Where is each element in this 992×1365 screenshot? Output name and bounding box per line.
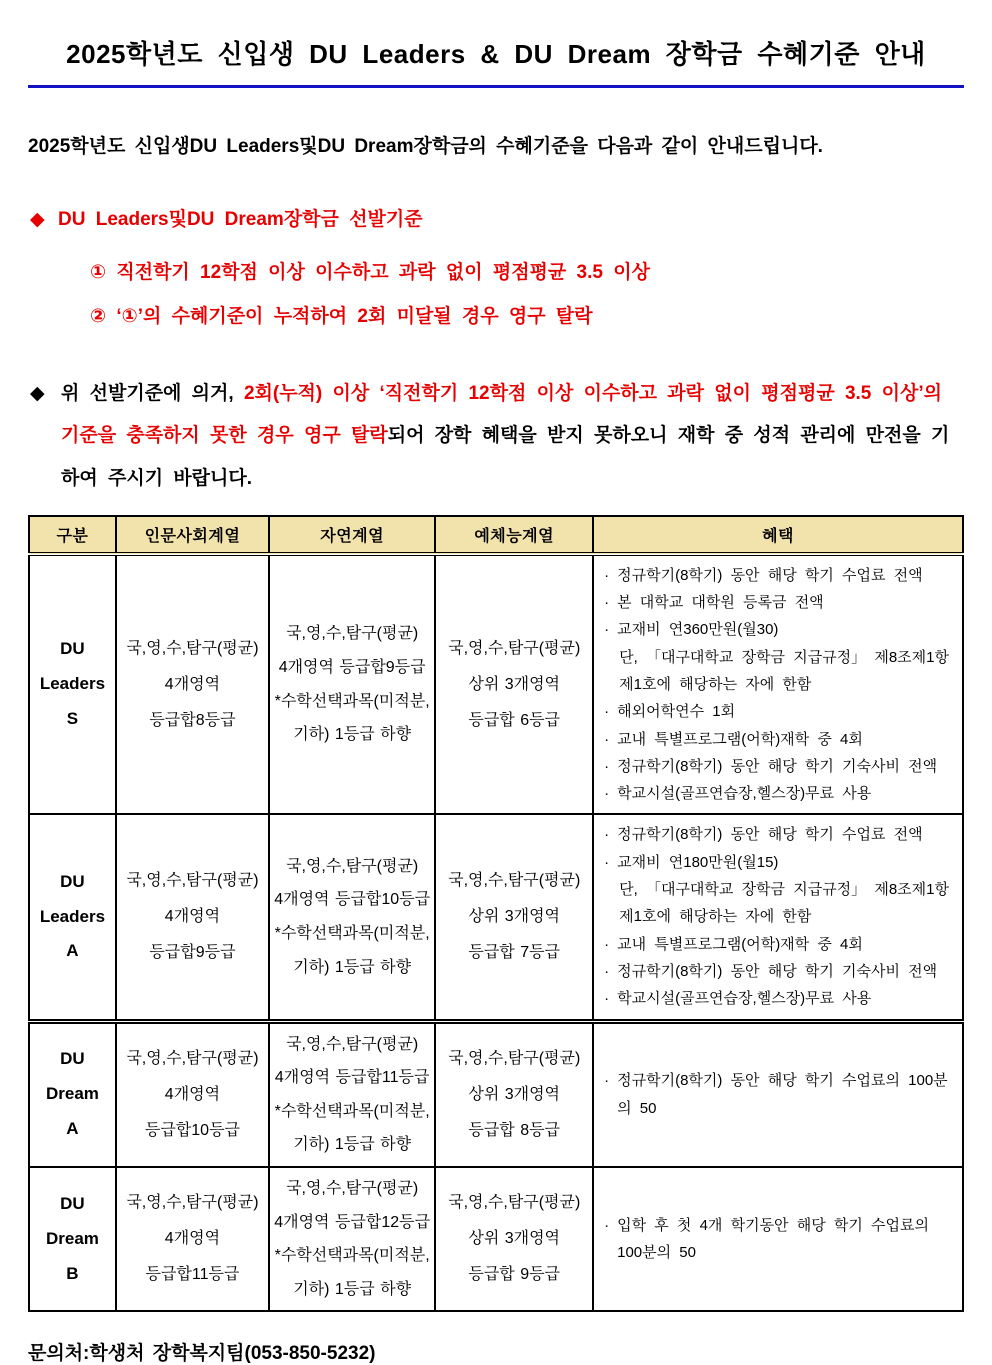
benefit-text: 정규학기(8학기) 동안 해당 학기 수업료 전액 bbox=[617, 566, 923, 584]
criteria-line: 등급합 8등급 bbox=[468, 1121, 561, 1139]
criteria-line: 등급합8등급 bbox=[149, 711, 236, 729]
criteria-line: 기하) 1등급 하향 bbox=[293, 1136, 412, 1154]
selection-criteria-heading-text: DU Leaders및DU Dream장학금 선발기준 bbox=[58, 208, 423, 230]
criteria-line: 4개영역 bbox=[164, 1230, 221, 1248]
criteria-line: 국,영,수,탐구(평균) bbox=[126, 1194, 259, 1212]
benefit-text: 학교시설(골프연습장,헬스장)무료 사용 bbox=[617, 990, 872, 1008]
benefit-bullet-icon: · bbox=[604, 990, 610, 1008]
criteria-line: 국,영,수,탐구(평균) bbox=[448, 1049, 581, 1067]
benefit-line bbox=[602, 849, 954, 876]
criteria-line: 국,영,수,탐구(평균) bbox=[286, 1035, 419, 1053]
criteria-line: 국,영,수,탐구(평균) bbox=[126, 872, 259, 890]
criteria-line: *수학선택과목(미적분, bbox=[274, 925, 430, 943]
notice-suffix: 되어 장학 혜택을 받지 못하오니 재학 중 성적 관리에 만전을 기하여 주시기 바랍니다. bbox=[61, 425, 950, 490]
humanities-criteria-cell bbox=[116, 1167, 269, 1311]
benefit-bullet-icon: · bbox=[604, 730, 610, 748]
intro-paragraph: 2025학년도 신입생DU Leaders및DU Dream장학금의 수혜기준을 다음과 같이 안내드립니다. bbox=[28, 136, 823, 157]
scholarship-name-line: Dream bbox=[45, 1228, 99, 1248]
criteria-line: 국,영,수,탐구(평균) bbox=[286, 625, 419, 643]
criteria-line: 상위 3개영역 bbox=[468, 1230, 561, 1248]
benefit-bullet-icon: · bbox=[604, 566, 610, 584]
criteria-line: 기하) 1등급 하향 bbox=[293, 726, 412, 744]
benefit-text: 본 대학교 대학원 등록금 전액 bbox=[617, 594, 824, 612]
benefit-text: 해외어학연수 1회 bbox=[617, 703, 736, 721]
notice-prefix: 위 선발기준에 의거, bbox=[61, 382, 244, 404]
scholarship-name-cell bbox=[29, 814, 116, 1021]
scholarship-name-cell bbox=[29, 1167, 116, 1311]
criteria-line: *수학선택과목(미적분, bbox=[274, 692, 430, 710]
benefit-line bbox=[602, 931, 954, 958]
benefit-bullet-icon: · bbox=[604, 785, 610, 803]
criteria-line: 4개영역 bbox=[164, 1085, 221, 1103]
benefit-line bbox=[602, 1067, 954, 1122]
natural-sciences-criteria-cell bbox=[269, 814, 435, 1021]
table-row bbox=[29, 814, 963, 1021]
criteria-line: 국,영,수,탐구(평균) bbox=[286, 857, 419, 875]
benefit-bullet-icon: · bbox=[604, 826, 610, 844]
selection-criteria-list bbox=[90, 251, 964, 338]
scholarship-name-line: Leaders bbox=[39, 674, 106, 694]
diamond-bullet-icon: ◆ bbox=[30, 208, 45, 230]
contact-info: 문의처:학생처 장학복지팀(053-850-5232) bbox=[28, 1343, 376, 1365]
benefit-line bbox=[602, 726, 954, 753]
natural-sciences-criteria-cell bbox=[269, 1167, 435, 1311]
title-underline bbox=[28, 85, 964, 88]
benefit-text: 교내 특별프로그램(어학)재학 중 4회 bbox=[617, 935, 863, 953]
benefit-line bbox=[602, 698, 954, 725]
scholarship-name-line: DU bbox=[60, 1049, 85, 1069]
arts-sports-criteria-cell bbox=[435, 554, 593, 815]
criteria-line: 4개영역 등급합12등급 bbox=[274, 1213, 431, 1231]
criteria-line: 등급합 6등급 bbox=[468, 711, 561, 729]
criteria-line: 상위 3개영역 bbox=[468, 1085, 561, 1103]
criteria-table bbox=[28, 515, 964, 1313]
criteria-line: 국,영,수,탐구(평균) bbox=[448, 872, 581, 890]
humanities-criteria-cell bbox=[116, 554, 269, 815]
criteria-line: 기하) 1등급 하향 bbox=[293, 958, 412, 976]
scholarship-name-line: S bbox=[66, 709, 79, 729]
benefit-text: 입학 후 첫 4개 학기동안 해당 학기 수업료의 100분의 50 bbox=[617, 1216, 929, 1262]
criteria-line: 4개영역 bbox=[164, 675, 221, 693]
humanities-criteria-cell bbox=[116, 814, 269, 1021]
benefit-line bbox=[602, 589, 954, 616]
scholarship-name-cell bbox=[29, 554, 116, 815]
criteria-line: 등급합9등급 bbox=[149, 944, 236, 962]
benefit-text: 교재비 연360만원(월30) bbox=[617, 621, 779, 639]
humanities-criteria-cell bbox=[116, 1021, 269, 1167]
benefit-bullet-icon: · bbox=[604, 1216, 610, 1234]
criteria-line: *수학선택과목(미적분, bbox=[274, 1102, 430, 1120]
criteria-line: 국,영,수,탐구(평균) bbox=[448, 639, 581, 657]
arts-sports-criteria-cell bbox=[435, 1167, 593, 1311]
benefit-line bbox=[602, 876, 954, 931]
benefits-cell bbox=[593, 814, 963, 1021]
column-header: 예체능계열 bbox=[435, 516, 593, 554]
criteria-line: 4개영역 bbox=[164, 908, 221, 926]
column-header: 자연계열 bbox=[269, 516, 435, 554]
scholarship-name-cell bbox=[29, 1021, 116, 1167]
benefit-line bbox=[602, 958, 954, 985]
criteria-line: 4개영역 등급합9등급 bbox=[278, 659, 426, 677]
column-header: 인문사회계열 bbox=[116, 516, 269, 554]
criteria-line: 국,영,수,탐구(평균) bbox=[126, 639, 259, 657]
arts-sports-criteria-cell bbox=[435, 814, 593, 1021]
scholarship-name-line: Dream bbox=[45, 1084, 99, 1104]
benefit-text: 정규학기(8학기) 동안 해당 학기 기숙사비 전액 bbox=[617, 962, 938, 980]
selection-criteria-heading bbox=[28, 207, 964, 234]
benefit-line bbox=[602, 985, 954, 1012]
benefit-bullet-icon: · bbox=[604, 594, 610, 612]
benefit-bullet-icon: · bbox=[604, 703, 610, 721]
arts-sports-criteria-cell bbox=[435, 1021, 593, 1167]
benefit-line bbox=[602, 562, 954, 589]
selection-criteria-item-1: ① 직전학기 12학점 이상 이수하고 과락 없이 평점평균 3.5 이상 bbox=[90, 262, 650, 284]
table-row bbox=[29, 1167, 963, 1311]
benefit-line bbox=[602, 821, 954, 848]
benefit-text: 단, 「대구대학교 장학금 지급규정」 제8조제1항제1호에 해당하는 자에 한함 bbox=[619, 648, 949, 693]
criteria-line: 국,영,수,탐구(평균) bbox=[448, 1194, 581, 1212]
benefit-line bbox=[602, 753, 954, 780]
criteria-line: 상위 3개영역 bbox=[468, 675, 561, 693]
scholarship-name-line: DU bbox=[60, 1193, 85, 1213]
benefit-text: 정규학기(8학기) 동안 해당 학기 수업료 전액 bbox=[617, 826, 923, 844]
selection-criteria-item-2: ② ‘①’의 수혜기준이 누적하여 2회 미달될 경우 영구 탈락 bbox=[90, 305, 593, 327]
benefit-bullet-icon: · bbox=[604, 757, 610, 775]
scholarship-name-line: DU bbox=[60, 871, 85, 891]
scholarship-name-line: DU bbox=[60, 639, 85, 659]
criteria-line: 국,영,수,탐구(평균) bbox=[286, 1179, 419, 1197]
benefit-text: 교내 특별프로그램(어학)재학 중 4회 bbox=[617, 730, 863, 748]
natural-sciences-criteria-cell bbox=[269, 1021, 435, 1167]
selection-criteria-section bbox=[28, 207, 964, 339]
column-header: 구분 bbox=[29, 516, 116, 554]
page-title: 2025학년도 신입생 DU Leaders & DU Dream 장학금 수혜기준 안내 bbox=[66, 39, 926, 69]
criteria-line: 국,영,수,탐구(평균) bbox=[126, 1049, 259, 1067]
criteria-line: 등급합 9등급 bbox=[468, 1266, 561, 1284]
benefit-line bbox=[602, 644, 954, 699]
notice-paragraph bbox=[28, 373, 964, 501]
natural-sciences-criteria-cell bbox=[269, 554, 435, 815]
table-header-row bbox=[29, 516, 963, 554]
scholarship-name-line: A bbox=[66, 1119, 79, 1139]
criteria-line: *수학선택과목(미적분, bbox=[274, 1247, 430, 1265]
criteria-line: 등급합 7등급 bbox=[468, 944, 561, 962]
criteria-line: 상위 3개영역 bbox=[468, 908, 561, 926]
criteria-line: 4개영역 등급합11등급 bbox=[274, 1069, 430, 1087]
criteria-table-body bbox=[29, 554, 963, 1312]
scholarship-name-line: Leaders bbox=[39, 906, 106, 926]
diamond-bullet-icon: ◆ bbox=[30, 382, 45, 404]
benefits-cell bbox=[593, 554, 963, 815]
table-row bbox=[29, 1021, 963, 1167]
benefit-text: 교재비 연180만원(월15) bbox=[617, 853, 779, 871]
criteria-line: 등급합10등급 bbox=[144, 1121, 240, 1139]
criteria-line: 기하) 1등급 하향 bbox=[293, 1280, 412, 1298]
benefit-text: 단, 「대구대학교 장학금 지급규정」 제8조제1항제1호에 해당하는 자에 한함 bbox=[619, 881, 949, 926]
benefit-bullet-icon: · bbox=[604, 1072, 610, 1090]
criteria-line: 등급합11등급 bbox=[145, 1266, 240, 1284]
benefits-cell bbox=[593, 1021, 963, 1167]
benefit-bullet-icon: · bbox=[604, 621, 610, 639]
benefits-cell bbox=[593, 1167, 963, 1311]
benefit-bullet-icon: · bbox=[604, 853, 610, 871]
benefit-bullet-icon: · bbox=[604, 962, 610, 980]
column-header: 혜택 bbox=[593, 516, 963, 554]
scholarship-name-line: A bbox=[66, 941, 79, 961]
benefit-line bbox=[602, 616, 954, 643]
table-row bbox=[29, 554, 963, 815]
benefit-line bbox=[602, 780, 954, 807]
scholarship-name-line: B bbox=[66, 1263, 79, 1283]
benefit-text: 학교시설(골프연습장,헬스장)무료 사용 bbox=[617, 785, 872, 803]
criteria-line: 4개영역 등급합10등급 bbox=[274, 891, 431, 909]
benefit-text: 정규학기(8학기) 동안 해당 학기 수업료의 100분의 50 bbox=[617, 1072, 948, 1117]
benefit-text: 정규학기(8학기) 동안 해당 학기 기숙사비 전액 bbox=[617, 757, 938, 775]
notice-highlight: 2회(누적) 이상 ‘직전학기 12학점 이상 이수하고 과락 없이 평점평균 3.5 이상’의 기준을 충족하지 못한 경우 영구 탈락 bbox=[61, 382, 942, 447]
benefit-line bbox=[602, 1212, 954, 1267]
benefit-bullet-icon: · bbox=[604, 935, 610, 953]
